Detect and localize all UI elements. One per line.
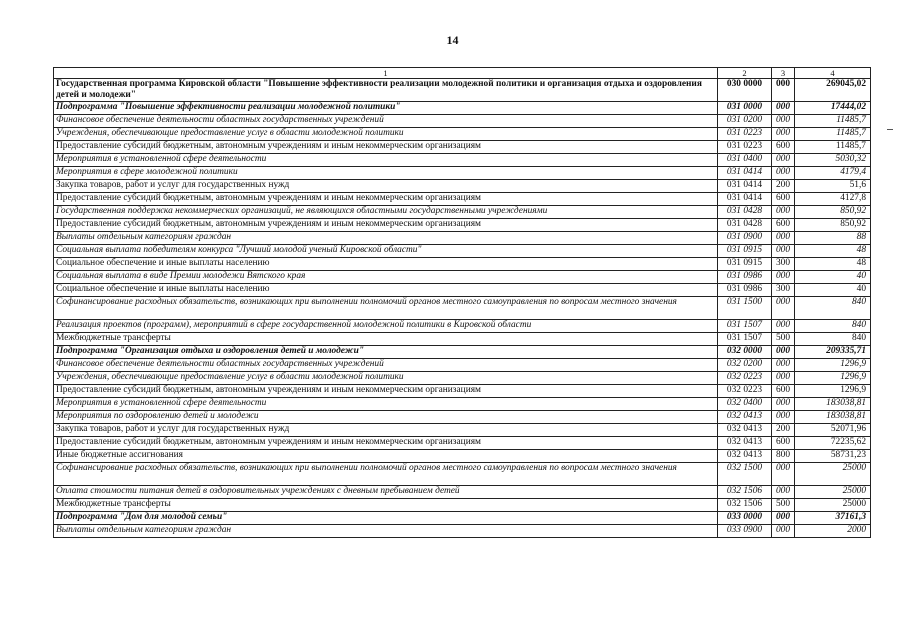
- row-sum: 58731,23: [795, 450, 871, 463]
- row-type: 500: [772, 499, 795, 512]
- row-code: 031 0915: [718, 245, 772, 258]
- header-col-name: 1: [54, 68, 718, 79]
- row-name: Мероприятия по оздоровлению детей и молодежи: [54, 411, 718, 424]
- table-row: [54, 193, 871, 206]
- row-code: 032 0413: [718, 450, 772, 463]
- row-code: 031 0915: [718, 258, 772, 271]
- row-type: 000: [772, 411, 795, 424]
- row-type: 600: [772, 193, 795, 206]
- margin-mark: [887, 129, 893, 130]
- row-type: 800: [772, 450, 795, 463]
- row-type: 300: [772, 258, 795, 271]
- row-code: 033 0000: [718, 512, 772, 525]
- row-code: 032 0400: [718, 398, 772, 411]
- table-row: [54, 128, 871, 141]
- row-sum: 850,92: [795, 206, 871, 219]
- table-row: [54, 232, 871, 245]
- row-sum: 11485,7: [795, 128, 871, 141]
- row-type: 000: [772, 232, 795, 245]
- table-row: [54, 297, 871, 320]
- table-row: [54, 258, 871, 271]
- row-code: 031 0414: [718, 167, 772, 180]
- row-code: 031 1507: [718, 320, 772, 333]
- row-name: Подпрограмма "Повышение эффективности реализации молодежной политики": [54, 102, 718, 115]
- row-type: 300: [772, 284, 795, 297]
- table-row: [54, 333, 871, 346]
- row-type: 600: [772, 219, 795, 232]
- row-name: Государственная поддержка некоммерческих организаций, не являющихся областными государственными учреждениями: [54, 206, 718, 219]
- row-name: Софинансирование расходных обязательств, возникающих при выполнении полномочий органов местного самоуправления по вопросам местного значения: [54, 297, 718, 320]
- row-name: Государственная программа Кировской области "Повышение эффективности реализации молодежной политики и организация отдыха и оздоровления детей и молодежи": [54, 79, 718, 102]
- page-number: 14: [446, 33, 459, 47]
- row-sum: 1296,9: [795, 372, 871, 385]
- table-row: [54, 499, 871, 512]
- row-sum: 48: [795, 245, 871, 258]
- row-name: Предоставление субсидий бюджетным, автономным учреждениям и иным некоммерческим организациям: [54, 437, 718, 450]
- row-name: Предоставление субсидий бюджетным, автономным учреждениям и иным некоммерческим организациям: [54, 141, 718, 154]
- row-name: Выплаты отдельным категориям граждан: [54, 525, 718, 538]
- row-code: 032 1506: [718, 486, 772, 499]
- row-name: Софинансирование расходных обязательств, возникающих при выполнении полномочий органов местного самоуправления по вопросам местного значения: [54, 463, 718, 486]
- row-sum: 183038,81: [795, 398, 871, 411]
- row-sum: 1296,9: [795, 359, 871, 372]
- row-name: Оплата стоимости питания детей в оздоровительных учреждениях с дневным пребыванием детей: [54, 486, 718, 499]
- row-type: 000: [772, 346, 795, 359]
- row-code: 031 0223: [718, 141, 772, 154]
- table-row: [54, 450, 871, 463]
- row-name: Межбюджетные трансферты: [54, 333, 718, 346]
- row-type: 000: [772, 128, 795, 141]
- row-sum: 17444,02: [795, 102, 871, 115]
- row-type: 000: [772, 115, 795, 128]
- row-sum: 37161,3: [795, 512, 871, 525]
- table-row: [54, 180, 871, 193]
- row-code: 031 0414: [718, 193, 772, 206]
- row-sum: 4179,4: [795, 167, 871, 180]
- row-sum: 183038,81: [795, 411, 871, 424]
- row-type: 000: [772, 79, 795, 102]
- table-row: [54, 424, 871, 437]
- row-name: Подпрограмма "Дом для молодой семьи": [54, 512, 718, 525]
- table-row: [54, 512, 871, 525]
- row-type: 000: [772, 525, 795, 538]
- row-code: 032 0413: [718, 411, 772, 424]
- row-type: 000: [772, 206, 795, 219]
- row-type: 000: [772, 297, 795, 320]
- row-type: 500: [772, 333, 795, 346]
- table-header-row: [54, 68, 871, 79]
- table-row: [54, 359, 871, 372]
- row-type: 000: [772, 359, 795, 372]
- table-row: [54, 141, 871, 154]
- row-sum: 2000: [795, 525, 871, 538]
- row-name: Мероприятия в установленной сфере деятельности: [54, 154, 718, 167]
- row-type: 000: [772, 372, 795, 385]
- row-code: 033 0900: [718, 525, 772, 538]
- row-name: Мероприятия в установленной сфере деятельности: [54, 398, 718, 411]
- row-name: Иные бюджетные ассигнования: [54, 450, 718, 463]
- row-sum: 840: [795, 297, 871, 320]
- row-sum: 88: [795, 232, 871, 245]
- table-row: [54, 219, 871, 232]
- row-type: 200: [772, 180, 795, 193]
- table-row: [54, 271, 871, 284]
- row-code: 032 1500: [718, 463, 772, 486]
- row-sum: 25000: [795, 486, 871, 499]
- row-code: 031 0900: [718, 232, 772, 245]
- row-name: Реализация проектов (программ), мероприятий в сфере государственной молодежной политики в Кировской области: [54, 320, 718, 333]
- row-type: 000: [772, 486, 795, 499]
- header-col-sum: 4: [795, 68, 871, 79]
- row-type: 000: [772, 398, 795, 411]
- row-type: 000: [772, 463, 795, 486]
- table-row: [54, 320, 871, 333]
- table-row: [54, 463, 871, 486]
- row-code: 031 0986: [718, 271, 772, 284]
- row-code: 032 1506: [718, 499, 772, 512]
- row-code: 031 0200: [718, 115, 772, 128]
- row-sum: 25000: [795, 463, 871, 486]
- row-name: Социальное обеспечение и иные выплаты населению: [54, 284, 718, 297]
- row-type: 600: [772, 385, 795, 398]
- row-code: 031 0400: [718, 154, 772, 167]
- row-name: Учреждения, обеспечивающие предоставление услуг в области молодежной политики: [54, 372, 718, 385]
- table-row: [54, 102, 871, 115]
- row-code: 032 0223: [718, 372, 772, 385]
- row-name: Закупка товаров, работ и услуг для государственных нужд: [54, 180, 718, 193]
- row-sum: 840: [795, 333, 871, 346]
- row-sum: 48: [795, 258, 871, 271]
- row-code: 032 0413: [718, 437, 772, 450]
- row-type: 000: [772, 245, 795, 258]
- row-code: 031 0000: [718, 102, 772, 115]
- row-code: 032 0413: [718, 424, 772, 437]
- row-type: 600: [772, 141, 795, 154]
- row-sum: 850,92: [795, 219, 871, 232]
- row-sum: 40: [795, 271, 871, 284]
- row-type: 000: [772, 167, 795, 180]
- row-name: Предоставление субсидий бюджетным, автономным учреждениям и иным некоммерческим организациям: [54, 385, 718, 398]
- row-name: Учреждения, обеспечивающие предоставление услуг в области молодежной политики: [54, 128, 718, 141]
- row-code: 031 0223: [718, 128, 772, 141]
- row-sum: 52071,96: [795, 424, 871, 437]
- row-sum: 72235,62: [795, 437, 871, 450]
- row-sum: 269045,02: [795, 79, 871, 102]
- row-type: 000: [772, 271, 795, 284]
- row-type: 000: [772, 512, 795, 525]
- row-name: Предоставление субсидий бюджетным, автономным учреждениям и иным некоммерческим организациям: [54, 219, 718, 232]
- table-row: [54, 154, 871, 167]
- table-row: [54, 437, 871, 450]
- row-code: 031 0414: [718, 180, 772, 193]
- row-sum: 4127,8: [795, 193, 871, 206]
- row-sum: 25000: [795, 499, 871, 512]
- table-row: [54, 115, 871, 128]
- row-sum: 40: [795, 284, 871, 297]
- row-code: 032 0223: [718, 385, 772, 398]
- row-code: 031 1500: [718, 297, 772, 320]
- table-row: [54, 206, 871, 219]
- row-code: 031 0986: [718, 284, 772, 297]
- row-sum: 5030,32: [795, 154, 871, 167]
- row-type: 600: [772, 437, 795, 450]
- row-type: 000: [772, 102, 795, 115]
- row-sum: 1296,9: [795, 385, 871, 398]
- row-name: Финансовое обеспечение деятельности областных государственных учреждений: [54, 115, 718, 128]
- row-code: 031 0428: [718, 219, 772, 232]
- row-code: 032 0200: [718, 359, 772, 372]
- row-name: Социальная выплата победителям конкурса "Лучший молодой ученый Кировской области": [54, 245, 718, 258]
- row-type: 200: [772, 424, 795, 437]
- row-name: Закупка товаров, работ и услуг для государственных нужд: [54, 424, 718, 437]
- row-name: Предоставление субсидий бюджетным, автономным учреждениям и иным некоммерческим организациям: [54, 193, 718, 206]
- row-type: 000: [772, 320, 795, 333]
- row-name: Социальная выплата в виде Премии молодежи Вятского края: [54, 271, 718, 284]
- row-code: 031 0428: [718, 206, 772, 219]
- table-row: [54, 525, 871, 538]
- row-sum: 840: [795, 320, 871, 333]
- budget-table: [53, 67, 871, 538]
- row-sum: 51,6: [795, 180, 871, 193]
- table-row: [54, 486, 871, 499]
- row-type: 000: [772, 154, 795, 167]
- row-name: Подпрограмма "Организация отдыха и оздоровления детей и молодежи": [54, 346, 718, 359]
- table-row: [54, 411, 871, 424]
- row-name: Социальное обеспечение и иные выплаты населению: [54, 258, 718, 271]
- row-name: Выплаты отдельным категориям граждан: [54, 232, 718, 245]
- row-code: 030 0000: [718, 79, 772, 102]
- table-row: [54, 79, 871, 102]
- row-sum: 11485,7: [795, 141, 871, 154]
- table-row: [54, 385, 871, 398]
- row-code: 031 1507: [718, 333, 772, 346]
- row-name: Финансовое обеспечение деятельности областных государственных учреждений: [54, 359, 718, 372]
- table-row: [54, 167, 871, 180]
- row-sum: 11485,7: [795, 115, 871, 128]
- header-col-type: 3: [772, 68, 795, 79]
- table-row: [54, 346, 871, 359]
- table-row: [54, 372, 871, 385]
- table-row: [54, 398, 871, 411]
- table-row: [54, 245, 871, 258]
- row-sum: 209335,71: [795, 346, 871, 359]
- header-col-code: 2: [718, 68, 772, 79]
- table-row: [54, 284, 871, 297]
- row-name: Мероприятия в сфере молодежной политики: [54, 167, 718, 180]
- row-name: Межбюджетные трансферты: [54, 499, 718, 512]
- row-code: 032 0000: [718, 346, 772, 359]
